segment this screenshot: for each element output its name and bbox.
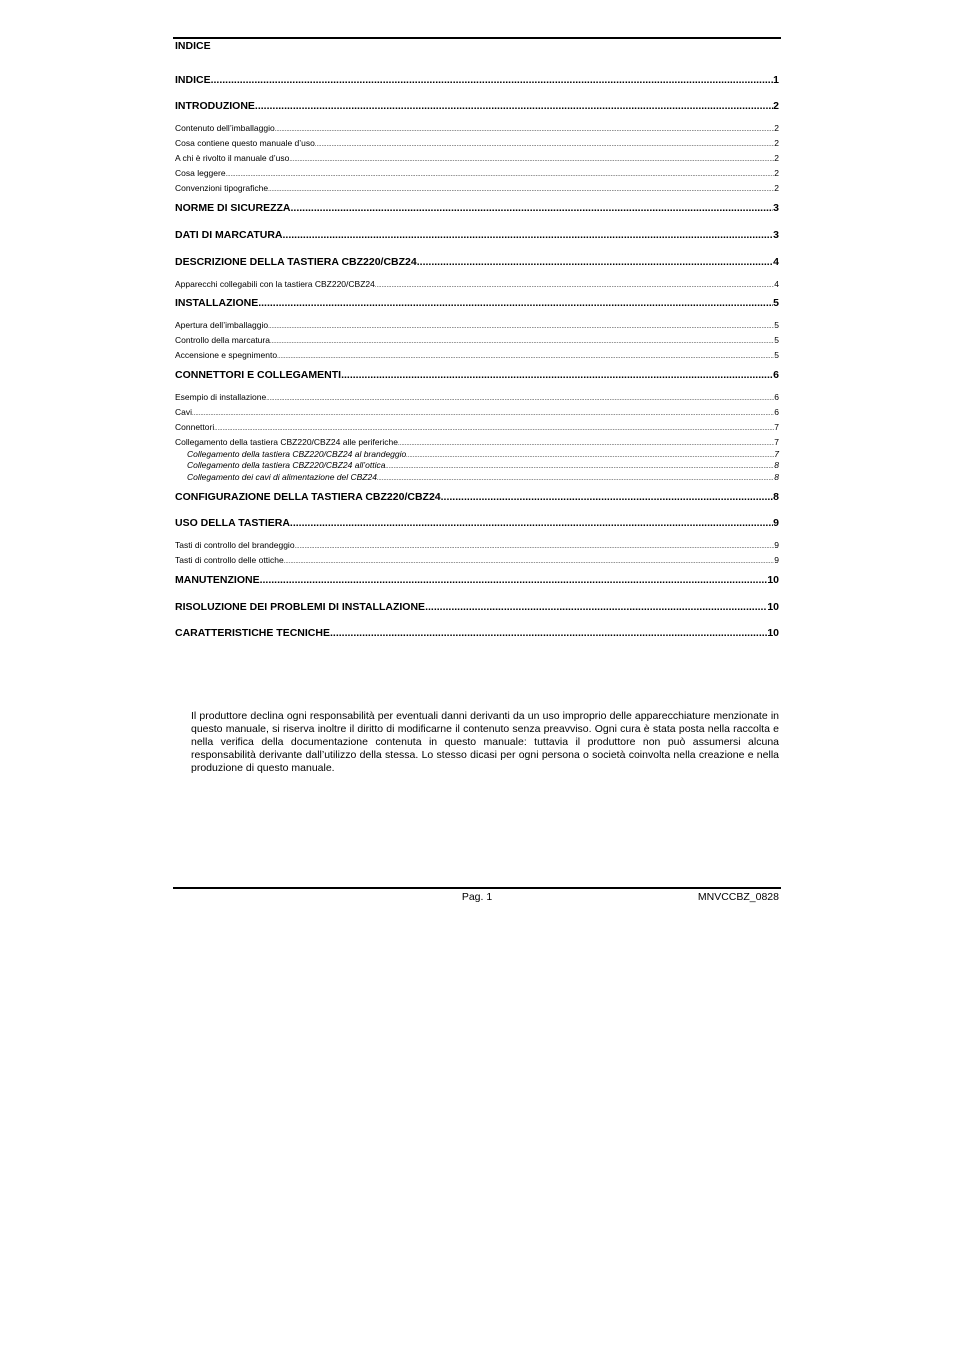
toc-leader-dots [330,627,767,639]
toc-entry-title: Tasti di controllo del brandeggio [175,540,295,550]
toc-entry[interactable] [175,369,779,381]
toc-entry[interactable] [175,555,779,565]
toc-entry[interactable] [175,437,779,447]
toc-entry-page: 9 [774,540,779,550]
toc-leader-dots [289,157,774,163]
toc-entry[interactable] [175,123,779,133]
footer-document-code: MNVCCBZ_0828 [697,891,779,903]
toc-entry-title: CONNETTORI E COLLEGAMENTI [175,369,342,381]
toc-entry[interactable] [175,392,779,402]
toc-leader-dots [266,396,774,402]
toc-entry-title: Tasti di controllo delle ottiche [175,555,284,565]
toc-entry[interactable] [175,202,779,214]
toc-entry-title: RISOLUZIONE DEI PROBLEMI DI INSTALLAZIONE [175,601,426,613]
toc-entry[interactable] [187,472,779,482]
toc-entry[interactable] [175,256,779,268]
toc-leader-dots [268,324,774,330]
toc-entry[interactable] [175,168,779,178]
toc-entry-title: MANUTENZIONE [175,574,260,586]
toc-entry-page: 2 [773,100,779,112]
toc-entry-page: 3 [773,229,779,241]
toc-entry-title: NORME DI SICUREZZA [175,202,291,214]
toc-entry-page: 1 [773,74,779,86]
toc-entry[interactable] [175,183,779,193]
toc-entry-page: 8 [774,460,779,470]
toc-entry-title: DESCRIZIONE DELLA TASTIERA CBZ220/CBZ24 [175,256,417,268]
toc-entry-title: Collegamento dei cavi di alimentazione del CBZ24 [187,472,377,482]
toc-leader-dots [275,127,775,133]
toc-entry-page: 2 [774,138,779,148]
toc-entry-title: Esempio di installazione [175,392,267,402]
toc-leader-dots [385,464,774,470]
toc-entry-title: Collegamento della tastiera CBZ220/CBZ24 al brandeggio [187,449,407,459]
toc-leader-dots [341,369,773,381]
toc-entry-title: Convenzioni tipografiche [175,183,269,193]
toc-leader-dots [377,476,774,482]
toc-entry[interactable] [175,491,779,503]
toc-entry-title: Cosa leggere [175,168,226,178]
toc-entry-page: 8 [773,491,779,503]
toc-leader-dots [260,574,768,586]
toc-entry[interactable] [175,74,779,86]
toc-entry-title: Apertura dell’imballaggio [175,320,269,330]
toc-entry-title: INSTALLAZIONE [175,297,259,309]
toc-entry[interactable] [175,350,779,360]
toc-entry[interactable] [187,449,779,459]
toc-entry[interactable] [175,422,779,432]
toc-entry-title: Connettori [175,422,215,432]
toc-entry[interactable] [175,574,779,586]
toc-leader-dots [255,100,773,112]
toc-entry-title: Cavi [175,407,193,417]
toc-entry-page: 5 [773,297,779,309]
toc-leader-dots [277,354,774,360]
footer-rule [173,887,781,889]
toc-leader-dots [291,202,774,214]
toc-leader-dots [375,283,774,289]
header-rule [173,37,781,39]
toc-entry-title: Cosa contiene questo manuale d’uso [175,138,315,148]
toc-entry-title: INTRODUZIONE [175,100,255,112]
toc-entry-page: 4 [773,256,779,268]
toc-entry-title: Contenuto dell’imballaggio [175,123,275,133]
toc-entry[interactable] [175,297,779,309]
toc-leader-dots [283,229,774,241]
toc-entry[interactable] [175,229,779,241]
toc-leader-dots [441,491,774,503]
toc-entry-page: 5 [774,320,779,330]
toc-entry-title: CARATTERISTICHE TECNICHE [175,627,330,639]
toc-entry-title: Collegamento della tastiera CBZ220/CBZ24 all’ottica [187,460,386,470]
toc-entry[interactable] [175,100,779,112]
toc-leader-dots [270,339,774,345]
toc-entry[interactable] [175,407,779,417]
toc-entry-title: CONFIGURAZIONE DELLA TASTIERA CBZ220/CBZ24 [175,491,441,503]
toc-entry-page: 9 [774,555,779,565]
toc-entry-page: 9 [773,517,779,529]
toc-leader-dots [417,256,773,268]
toc-entry-title: Controllo della marcatura [175,335,270,345]
toc-leader-dots [295,544,775,550]
toc-entry-page: 10 [767,601,779,613]
toc-leader-dots [211,74,774,86]
toc-entry-page: 6 [774,392,779,402]
toc-entry-page: 2 [774,168,779,178]
toc-entry-page: 5 [774,350,779,360]
toc-entry[interactable] [175,627,779,639]
toc-entry-page: 8 [774,472,779,482]
toc-entry-page: 2 [774,153,779,163]
toc-entry[interactable] [175,153,779,163]
toc-leader-dots [226,172,775,178]
toc-entry-title: Accensione e spegnimento [175,350,278,360]
toc-entry[interactable] [175,279,779,289]
toc-entry-title: DATI DI MARCATURA [175,229,283,241]
toc-leader-dots [315,142,774,148]
toc-entry[interactable] [175,540,779,550]
toc-entry-title: INDICE [175,74,211,86]
toc-entry-page: 2 [774,183,779,193]
toc-entry-page: 4 [774,279,779,289]
toc-entry[interactable] [175,320,779,330]
toc-entry-title: A chi è rivolto il manuale d’uso [175,153,290,163]
toc-entry-page: 3 [773,202,779,214]
toc-leader-dots [284,559,775,565]
toc-entry-page: 6 [773,369,779,381]
footer-page-number: Pag. 1 [461,891,493,903]
toc-entry-page: 10 [767,574,779,586]
toc-entry-title: USO DELLA TASTIERA [175,517,290,529]
toc-entry-page: 7 [774,422,779,432]
toc-entry-page: 2 [774,123,779,133]
toc-leader-dots [192,411,774,417]
toc-leader-dots [406,453,774,459]
toc-entry[interactable] [175,517,779,529]
toc-entry[interactable] [175,601,779,613]
toc-entry[interactable] [187,460,779,470]
header-title: INDICE [175,40,211,52]
toc-entry-page: 10 [767,627,779,639]
toc-entry-page: 7 [774,449,779,459]
toc-leader-dots [268,187,774,193]
toc-entry-title: Collegamento della tastiera CBZ220/CBZ24 alle periferiche [175,437,399,447]
toc-entry-page: 6 [774,407,779,417]
toc-entry-title: Apparecchi collegabili con la tastiera CBZ220/CBZ24 [175,279,375,289]
toc-entry-page: 5 [774,335,779,345]
toc-leader-dots [398,441,774,447]
toc-entry[interactable] [175,138,779,148]
toc-leader-dots [425,601,767,613]
toc-leader-dots [290,517,773,529]
toc-entry-page: 7 [774,437,779,447]
disclaimer-paragraph: Il produttore declina ogni responsabilità per eventuali danni derivanti da un uso improprio delle apparecchiature menzionate in questo manuale, si riserva inoltre il diritto di modificarne il contenuto senza preavviso. Ogni cura è stata posta nella raccolta e nella verifica della documentazione contenuta in questo manuale: tuttavia il produttore non può assumersi alcuna responsabilità derivante dall’utilizzo della stessa. Lo stesso dicasi per ogni persona o società coinvolta nella creazione e nella produzione di questo manuale. [191,710,779,774]
toc-leader-dots [214,426,774,432]
toc-entry[interactable] [175,335,779,345]
toc-leader-dots [258,297,773,309]
